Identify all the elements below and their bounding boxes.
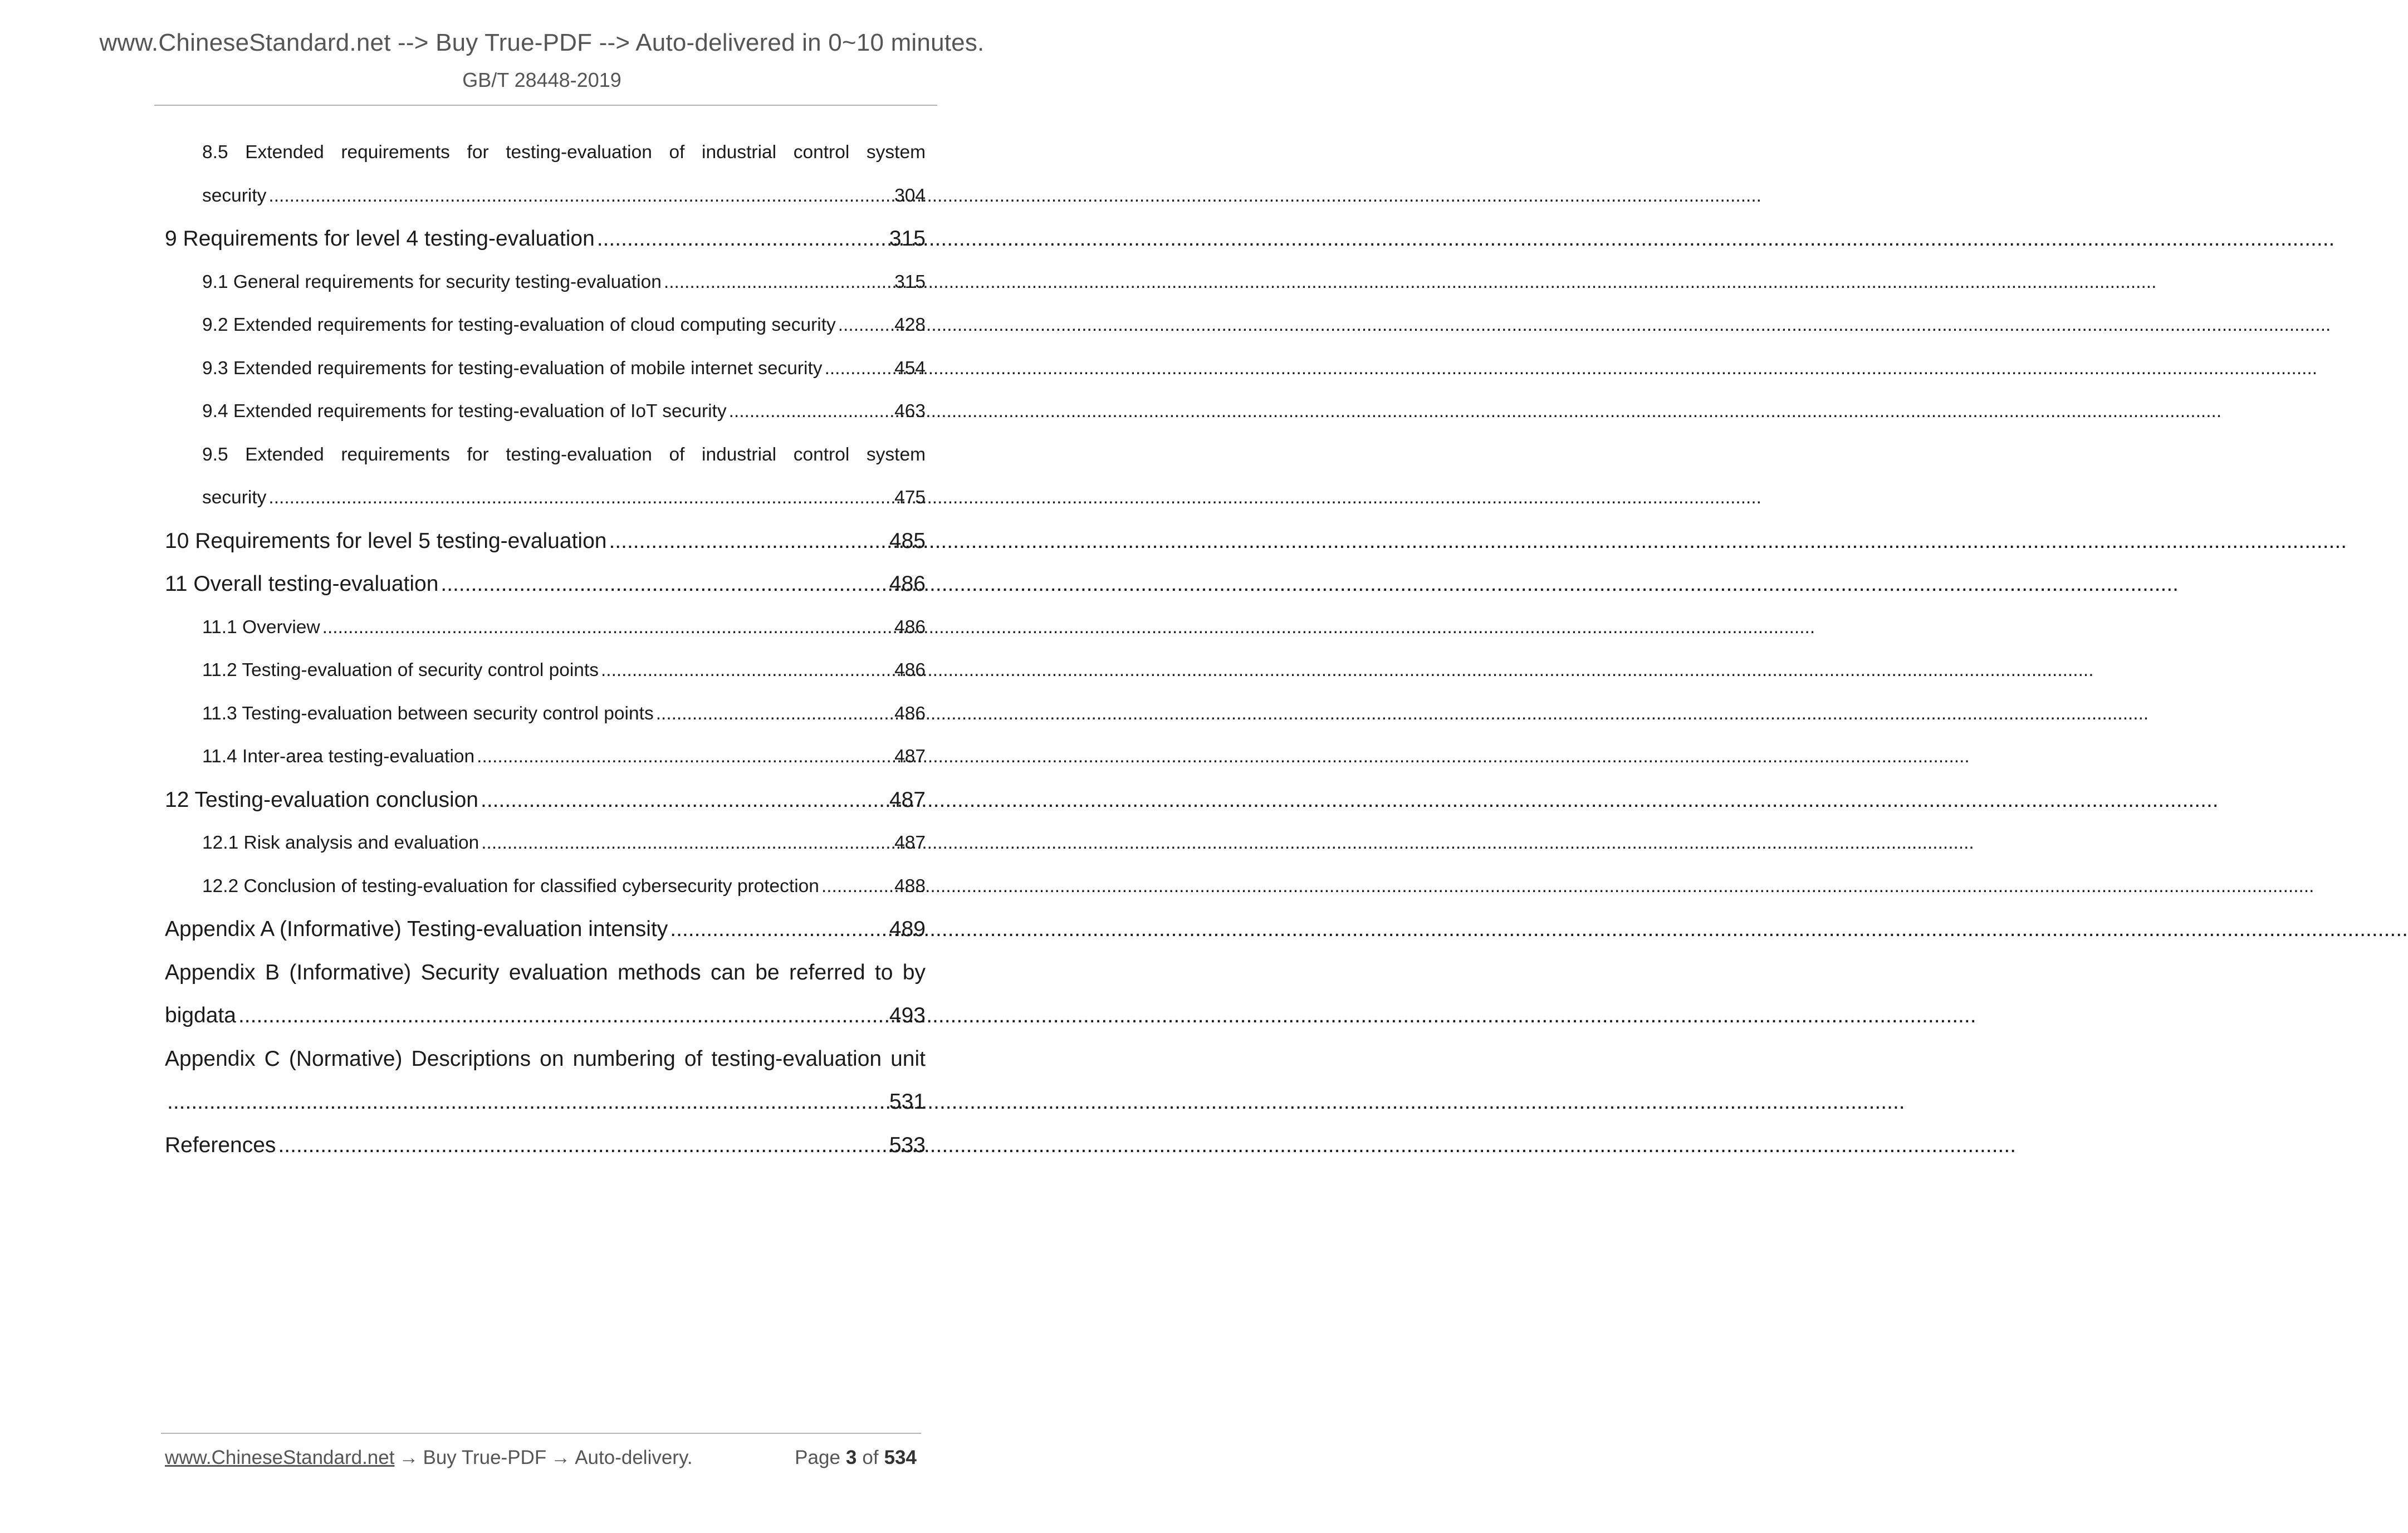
dot-leader <box>278 1124 887 1167</box>
dot-leader <box>609 520 887 563</box>
dot-leader <box>322 606 892 649</box>
toc-page-number: 489 <box>889 917 926 941</box>
toc-entry[interactable] <box>202 649 926 692</box>
toc-entry-title: 9.3 Extended requirements for testing-evaluation of mobile internet security <box>202 357 823 379</box>
dot-leader <box>441 562 887 606</box>
toc-entry-title: 11.3 Testing-evaluation between security control points <box>202 703 654 724</box>
toc-entry-title-line1: 9.5 Extended requirements for testing-evaluation of industrial control system <box>202 444 926 465</box>
toc-entry[interactable] <box>165 908 926 951</box>
toc-entry-title: 12.1 Risk analysis and evaluation <box>202 832 479 853</box>
toc-page-number: 487 <box>889 787 926 812</box>
toc-page-number: 487 <box>894 832 926 853</box>
toc-page-number: 315 <box>889 227 926 251</box>
dot-leader <box>597 217 887 261</box>
toc-entry-title: 9 Requirements for level 4 testing-evaluation <box>165 227 595 251</box>
toc-entry-title-line1: 8.5 Extended requirements for testing-evaluation of industrial control system <box>202 142 926 163</box>
footer <box>165 1447 922 1469</box>
toc-entry-title: bigdata <box>165 1003 236 1027</box>
toc-entry[interactable] <box>165 562 926 606</box>
footer-divider <box>161 1433 921 1434</box>
toc-entry-title: security <box>202 487 267 508</box>
toc-entry[interactable] <box>202 390 926 433</box>
toc-entry[interactable] <box>165 1124 926 1167</box>
dot-leader <box>729 390 892 433</box>
toc-entry-title-line1: Appendix B (Informative) Security evaluation methods can be referred to by <box>165 960 926 985</box>
toc-entry[interactable] <box>165 217 926 261</box>
toc-entry[interactable] <box>165 520 926 563</box>
toc-page-number: 488 <box>894 875 926 897</box>
toc-page-number: 463 <box>894 401 926 422</box>
toc-page-number: 493 <box>889 1003 926 1027</box>
toc-page-number: 533 <box>889 1133 926 1157</box>
toc-entry[interactable] <box>202 303 926 347</box>
header-divider <box>154 105 937 106</box>
footer-site-link[interactable]: www.ChineseStandard.net <box>165 1447 395 1468</box>
toc-page-number: 475 <box>894 487 926 508</box>
dot-leader <box>838 303 892 347</box>
toc-entry-title: 12.2 Conclusion of testing-evaluation for classified cybersecurity protection <box>202 875 819 897</box>
toc-page-number: 428 <box>894 315 926 335</box>
dot-leader <box>664 261 892 304</box>
toc-page-number: 486 <box>894 703 926 724</box>
page-label: Page <box>795 1447 840 1468</box>
toc-entry-title: 9.4 Extended requirements for testing-evaluation of IoT security <box>202 401 727 422</box>
toc-entry-title: References <box>165 1133 276 1157</box>
toc-page-number: 304 <box>894 185 926 206</box>
page-total: 534 <box>884 1447 917 1468</box>
arrow-right-icon: → <box>399 1447 419 1468</box>
toc-entry-title: security <box>202 185 267 206</box>
toc-page-number: 486 <box>889 572 926 596</box>
dot-leader <box>481 778 887 822</box>
standard-code: GB/T 28448-2019 <box>462 68 621 91</box>
toc-entry[interactable] <box>202 347 926 390</box>
dot-leader <box>670 908 887 951</box>
toc-entry[interactable] <box>202 821 926 865</box>
page-of-label: of <box>862 1447 879 1468</box>
footer-buy-text: Buy True-PDF <box>423 1447 547 1468</box>
dot-leader <box>167 1080 887 1124</box>
arrow-right-icon: → <box>551 1447 571 1468</box>
toc-entry[interactable] <box>202 131 926 217</box>
toc-entry-title: 11 Overall testing-evaluation <box>165 572 439 596</box>
toc-entry-title: 9.2 Extended requirements for testing-evaluation of cloud computing security <box>202 315 836 335</box>
dot-leader <box>268 174 892 218</box>
toc-entry-title: 11.4 Inter-area testing-evaluation <box>202 746 475 767</box>
toc-entry-title: 11.1 Overview <box>202 616 320 638</box>
toc-entry-title: 10 Requirements for level 5 testing-evaluation <box>165 528 607 553</box>
toc-page-number: 315 <box>894 271 926 292</box>
dot-leader <box>601 649 892 692</box>
dot-leader <box>656 692 892 736</box>
toc-page-number: 486 <box>894 616 926 638</box>
toc-entry[interactable] <box>202 261 926 304</box>
dot-leader <box>238 994 887 1037</box>
footer-delivery-text: Auto-delivery. <box>575 1447 693 1468</box>
toc-entry-title-line1: Appendix C (Normative) Descriptions on numbering of testing-evaluation unit <box>165 1046 926 1071</box>
toc-entry[interactable] <box>202 865 926 908</box>
dot-leader <box>481 821 892 865</box>
toc-page-number: 454 <box>894 357 926 379</box>
toc-entry[interactable] <box>165 778 926 822</box>
page-current: 3 <box>845 1447 857 1468</box>
dot-leader <box>825 347 893 390</box>
toc-entry[interactable] <box>165 951 926 1037</box>
toc-entry[interactable] <box>202 433 926 520</box>
dot-leader <box>477 735 892 778</box>
toc-entry-title: Appendix A (Informative) Testing-evaluation intensity <box>165 917 668 941</box>
toc-entry-title: 11.2 Testing-evaluation of security control points <box>202 660 599 680</box>
header-banner: www.ChineseStandard.net --> Buy True-PDF --> Auto-delivered in 0~10 minutes. <box>99 29 985 56</box>
toc-page-number: 531 <box>889 1090 926 1114</box>
dot-leader <box>268 476 892 520</box>
toc-entry-title: 12 Testing-evaluation conclusion <box>165 787 478 812</box>
toc-entry[interactable] <box>165 1037 926 1124</box>
dot-leader <box>821 865 892 908</box>
toc-entry[interactable] <box>202 692 926 736</box>
toc-entry[interactable] <box>202 735 926 778</box>
toc-page-number: 486 <box>894 660 926 680</box>
toc-page-number: 485 <box>889 528 926 553</box>
toc-entry[interactable] <box>202 606 926 649</box>
toc-entry-title: 9.1 General requirements for security testing-evaluation <box>202 271 662 292</box>
table-of-contents <box>165 131 926 1167</box>
toc-page-number: 487 <box>894 746 926 767</box>
